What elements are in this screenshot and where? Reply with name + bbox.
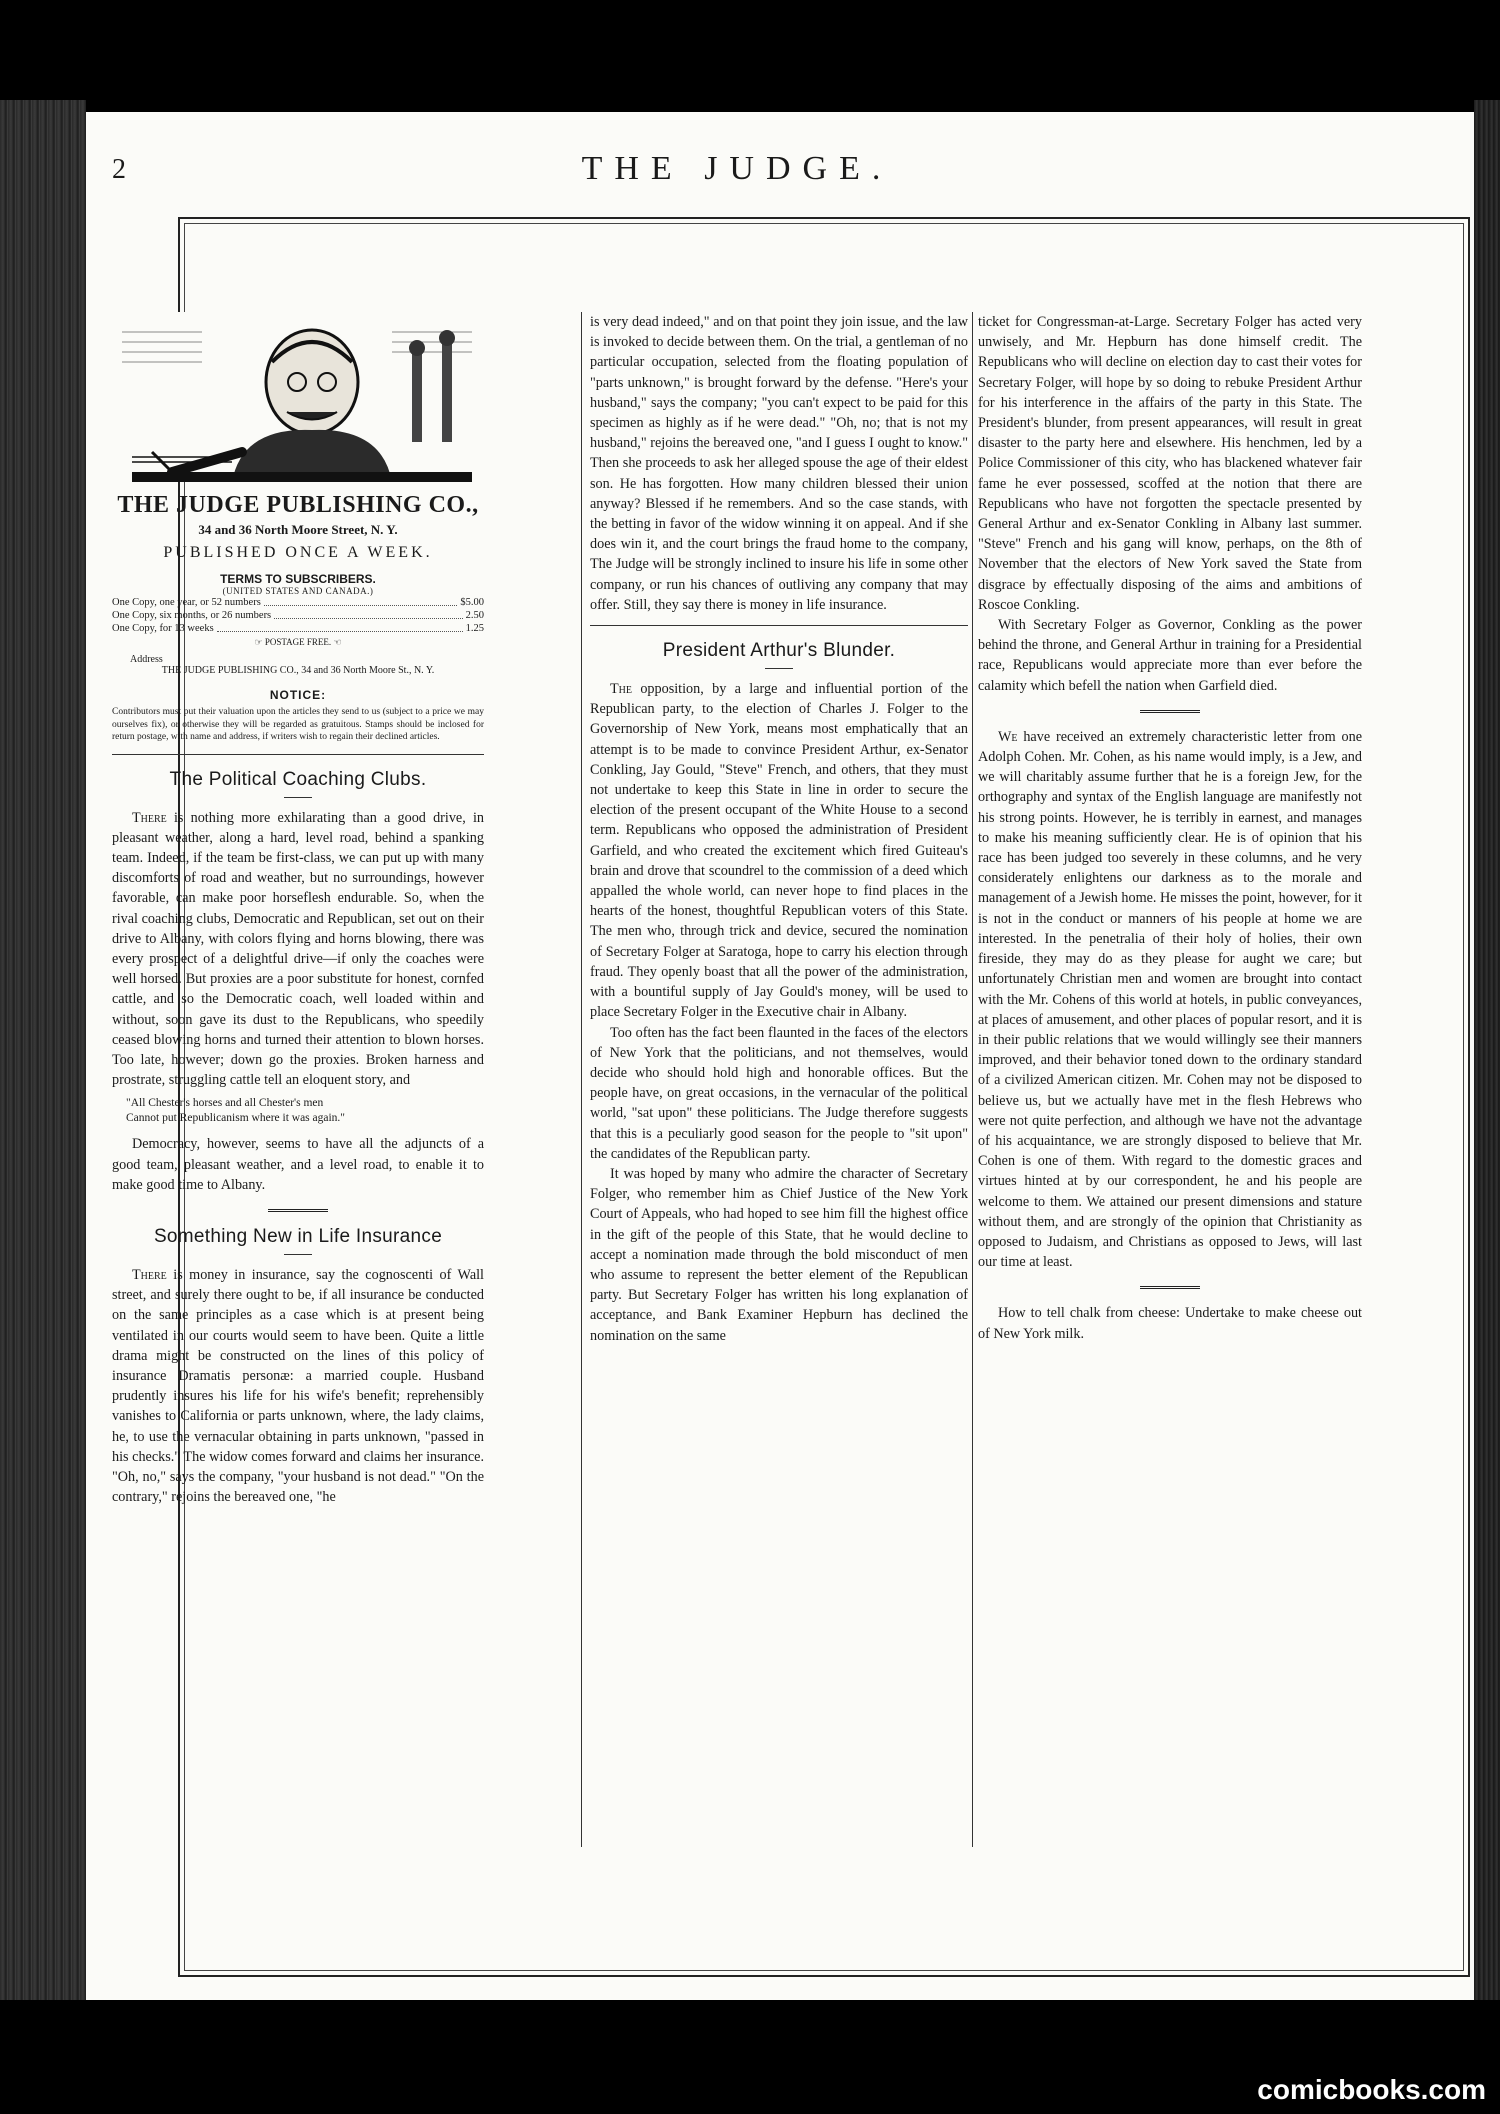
- article-separator: [1140, 1286, 1200, 1289]
- paragraph: ticket for Congressman-at-Large. Secretary Folger has acted very unwisely, and Mr. Hepburn has done himself credit. The Republicans who will decline on election day to cast their votes for Secretary Folger, will hope by so doing to rebuke President Arthur for his interference in the affairs of the party in this State. The President's blunder, from present appearances, will result in great disaster to the party here and elsewhere. His henchmen, led by a Police Commissioner of this city, who has blackened whatever fair fame he ever possessed, scoffed at the notion that there are Republicans who have not forgotten the spectacle presented by General Arthur and ex-Senator Conkling in Albany last summer. "Steve" French and his gang will know, perhaps, on the 8th of November that the electors of New York saved the State from disgrace by effectually disposing of the aims and ambitions of Roscoe Conkling.: [978, 314, 1362, 613]
- postage-note: [112, 637, 484, 648]
- article-separator: [1140, 710, 1200, 713]
- paragraph: Too often has the fact been flaunted in the faces of the electors of New York that the politicians, and not themselves, would decide who should hold high and honorable offices. But the people have, on great occasions, in the vernacular of the political world, "sat upon" these politicians. The Judge therefore suggests that this is a peculiarly good season for the people to "sit upon" the candidates of the Republican party.: [590, 1024, 968, 1162]
- title-rule: [765, 668, 793, 669]
- rate-row: [112, 596, 484, 609]
- page-number: 2: [112, 154, 126, 185]
- dot-leader: [264, 596, 458, 606]
- paragraph: have received an extremely characteristic letter from one Adolph Cohen. Mr. Cohen, as his name would imply, is a Jew, and we will charitably assume further that he is a foreign Jew, for the orthography and syntax of the English language are manifestly not his strong points. However, he is terribly in earnest, and manages to make his meaning sufficiently clear. He is of opinion that his race has been judged too severely in these columns, and he very considerately enlightens our darkness as to the morale and management of a Jewish home. He misses the point, however, for it is not in the conduct or manners of his people at home we are interested. In the penetralia of their holy of holies, their own fireside, they may do as they please for aught we care; but unfortunately Christian men and women are brought into contact with the Mr. Cohens of this world at hotels, in public conveyances, at places of amusement, and other places of popular resort, and it is in their public relations that we would willingly see their manners improved, and their behavior toned down to the ordinary standard of a civilized American citizen. Mr. Cohen may not be disposed to believe us, but we actually have met in the flesh Hebrews who were not quite perfection, and although we have not the advantage of his acquaintance, we are strongly disposed to believe that Mr. Cohen is one of them. With regard to the domestic graces and virtues hinted at by our correspondent, he and his people are welcome to them. We attained our present dimensions and stature without them, and are strongly of the opinion that Christianity as opposed to Judaism, and Christians as opposed to Jews, will last our time at least.: [978, 728, 1362, 1271]
- rate-row: [112, 622, 484, 635]
- article-body-insurance-continued: [590, 312, 968, 615]
- pointing-hand-icon: ☜: [331, 637, 342, 647]
- postage-text: POSTAGE FREE.: [264, 637, 332, 647]
- book-binding-right: [1474, 100, 1500, 2000]
- judge-caricature-icon: [112, 312, 484, 482]
- article-title-coaching: The Political Coaching Clubs.: [169, 768, 427, 790]
- article-body-chalk: [978, 1303, 1362, 1343]
- paragraph: With Secretary Folger as Governor, Conkling as the power behind the throne, and General Arthur in training for a Presidential race, Republicans would appreciate more than ever before the calamity which befell the nation when Garfield died.: [978, 617, 1362, 694]
- paragraph: is money in insurance, say the cognoscenti of Wall street, and surely there ought to be, if all insurance be conducted on the same principles as a case which is at present being ventilated in our courts would seem to have been. Quite a little drama might be constructed on the lines of this policy of insurance Dramatis personæ: a married couple. Husband prudently insures his life for his wife's benefit; reprehensibly vanishes to California or parts unknown, where, the lady claims, he, to use the vernacular obtaining in parts unknown, "passed in his checks." The widow comes forward and claims her insurance. "Oh, no," says the company, "your husband is not dead." "On the contrary," rejoins the bereaved one, "he: [112, 1266, 484, 1506]
- publisher-name: THE JUDGE PUBLISHING CO.,: [117, 492, 479, 518]
- verse-quote: [112, 1096, 484, 1126]
- rate-label: One Copy, six months, or 26 numbers: [112, 610, 272, 621]
- rate-label: One Copy, one year, or 52 numbers: [112, 597, 261, 608]
- dot-leader: [274, 609, 462, 619]
- paragraph: How to tell chalk from cheese: Undertake to make cheese out of New York milk.: [978, 1305, 1362, 1342]
- rate-label: One Copy, for 13 weeks: [112, 623, 214, 634]
- verse-line: "All Chester's horses and all Chester's men: [126, 1097, 324, 1110]
- address-line: THE JUDGE PUBLISHING CO., 34 and 36 North Moore St., N. Y.: [161, 665, 435, 676]
- page-header: [112, 150, 1362, 210]
- article-columns: [112, 312, 1362, 1847]
- article-title-arthur: President Arthur's Blunder.: [662, 640, 896, 662]
- paragraph: opposition, by a large and influential portion of the Republican party, to the election of Charles J. Folger to the Governorship of New York, means most emphatically that an attempt is to be made to convince President Arthur, ex-Senator Conkling, Jay Gould, "Steve" French, and others, that they must not undertake to keep this State in line in order to secure the election of the present occupant of the White House to a second term. Republicans who opposed the administration of President Garfield, and who created the excitement which fired Guiteau's brain and drove that scoundrel to the commission of a deed which appalled the whole world, can never hope to find places in the hearts of the honest, thoughtful Republican voters of this State. The men who, through trick and device, secured the nomination of Secretary Folger at Saratoga, hope to carry his election through fraud. They openly boast that all the power of the administration, with a bountiful supply of Jay Gould's money, will be used to place Secretary Folger in the Executive chair in Albany.: [590, 681, 968, 1021]
- verse-line: Cannot put Republicanism where it was again.": [126, 1112, 345, 1125]
- column-3: [978, 312, 1362, 1847]
- publisher-address: 34 and 36 North Moore Street, N. Y.: [198, 522, 398, 537]
- article-body-coaching: [112, 808, 484, 1195]
- rate-amount: 1.25: [465, 623, 484, 634]
- terms-subtitle: (UNITED STATES AND CANADA.): [222, 586, 374, 596]
- rate-amount: 2.50: [465, 610, 484, 621]
- article-separator: [268, 1209, 328, 1212]
- publication-frequency: PUBLISHED ONCE A WEEK.: [163, 544, 433, 561]
- column-divider: [581, 312, 582, 1847]
- editor-illustration: [112, 312, 484, 482]
- lead-word: There: [132, 809, 167, 826]
- article-body-arthur-continued: [978, 312, 1362, 696]
- section-rule: [590, 625, 968, 626]
- column-2: [590, 312, 968, 1847]
- terms-title: TERMS TO SUBSCRIBERS.: [220, 572, 376, 586]
- column-1: [112, 312, 484, 1847]
- lead-word: The: [610, 681, 632, 698]
- pointing-hand-icon: ☞: [254, 637, 265, 647]
- article-title-insurance: Something New in Life Insurance: [153, 1225, 443, 1247]
- dot-leader: [217, 622, 463, 632]
- paragraph: is very dead indeed," and on that point they join issue, and the law is invoked to decide between them. On the trial, a gentleman of no particular occupation, selected from the floating population of "parts unknown," is brought forward by the defense. "Here's your husband," says the company; "you can't expect to be paid for this specimen as highly as if he were dead." "Oh, no; that is not my husband," rejoins the bereaved one, "and I guess I ought to know." Then she proceeds to ask her alleged spouse the age of their eldest son. He has forgotten. How many children blessed their union anyway? Blessed if he remembers. And so the case stands, with the betting in favor of the widow winning it on appeal. And if she does win it, and the court brings the fraud home to the company, The Judge will be strongly inclined to insure his life in some other company, or run his chances of outliving any company that may offer. Still, they say there is money in life insurance.: [590, 314, 968, 613]
- book-binding-left: [0, 100, 86, 2000]
- notice-title: NOTICE:: [269, 688, 327, 702]
- paragraph: Democracy, however, seems to have all the adjuncts of a good team, pleasant weather, and a level road, to enable it to make good time to Albany.: [112, 1136, 484, 1193]
- address-label: Address: [130, 654, 163, 665]
- paragraph: is nothing more exhilarating than a good drive, in pleasant weather, along a hard, level road, behind a spanking team. Indeed, if the team be first-class, we can put up with many discomforts of road and weather, but no surroundings, however favorable, can make poor horseflesh endurable. So, when the rival coaching clubs, Democratic and Republican, set out on their drive to Albany, with colors flying and horns blowing, there was every prospect of a delightful drive—if only the coaches were well horsed. But proxies are a poor substitute for honest, cornfed cattle, and so the Democratic coach, well loaded within and without, soon gave its dust to the Republicans, who speedily ceased blowing horns and turned their attention to blown horses. Too late, however; down go the proxies. Broken harness and prostrate, struggling cattle tell an eloquent story, and: [112, 809, 484, 1089]
- masthead-title: THE JUDGE.: [581, 150, 893, 187]
- title-rule: [284, 797, 312, 798]
- site-watermark: comicbooks.com: [1257, 2074, 1486, 2105]
- notice-text: Contributors must put their valuation upon the articles they send to us (subject to a price we may ourselves fix), or otherwise they will be regarded as gratuitous. Stamps should be inclosed for return postage, with name and address, if writers wish to regain their declined articles.: [112, 707, 484, 742]
- lead-word: There: [132, 1266, 167, 1283]
- rate-row: [112, 609, 484, 622]
- article-body-arthur: [590, 679, 968, 1346]
- lead-word: We: [998, 728, 1018, 745]
- column-divider: [972, 312, 973, 1847]
- article-body-insurance: [112, 1265, 484, 1507]
- paragraph: It was hoped by many who admire the character of Secretary Folger, who remember him as Chief Justice of the New York Court of Appeals, who had hoped to see him fill the highest office in the gift of the people of this State, that he would decline to accept a nomination made through the bold misconduct of men who assume to represent the better element of the Republican party. But Secretary Folger has written his long explanation of acceptance, and Bank Examiner Hepburn has declined the nomination on the same: [590, 1165, 968, 1344]
- section-rule: [112, 754, 484, 755]
- title-rule: [284, 1254, 312, 1255]
- article-body-cohen: [978, 727, 1362, 1272]
- rate-amount: $5.00: [460, 597, 484, 608]
